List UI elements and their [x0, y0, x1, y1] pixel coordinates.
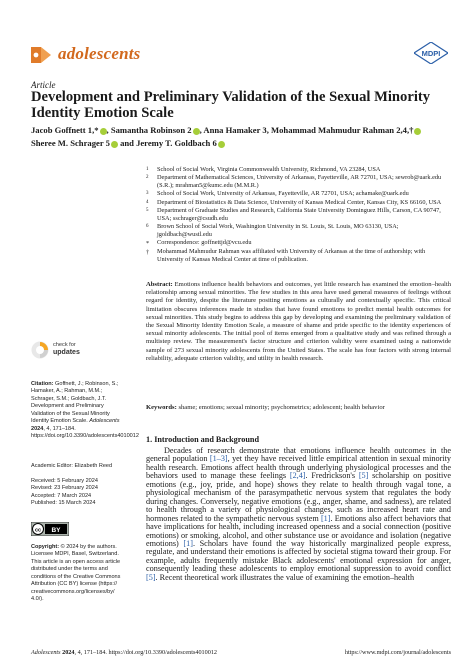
orcid-icon[interactable] — [111, 141, 118, 148]
date-revised: Revised: 23 February 2024 — [31, 485, 98, 492]
page-footer — [31, 649, 451, 656]
citation-link[interactable]: [1] — [183, 538, 193, 548]
check-updates-line2: updates — [53, 349, 80, 356]
keywords-label: Keywords: — [146, 404, 177, 411]
footer-journal: Adolescents — [31, 649, 61, 656]
citation-link[interactable]: [5] — [146, 572, 156, 582]
footer-journal-url[interactable]: https://www.mdpi.com/journal/adolescents — [344, 649, 451, 656]
cc-by-label: BY — [51, 526, 61, 534]
journal-logo-icon — [31, 44, 53, 66]
date-accepted: Accepted: 7 March 2024 — [31, 492, 92, 499]
article-type: Article — [31, 80, 56, 90]
mdpi-label: MDPI — [421, 49, 441, 58]
keywords-text: shame; emotions; sexual minority; psychometrics; adolescent; health behavior — [178, 404, 385, 411]
author-6[interactable]: and Jeremy T. Goldbach 6 — [117, 138, 217, 148]
affiliation-item: 1 School of Social Work, Virginia Commonwealth University, Richmond, VA 23284, USA — [146, 166, 381, 173]
footer-year: 2024 — [62, 649, 75, 656]
orcid-icon[interactable] — [193, 128, 200, 135]
citation-text: Goffnett, J.; Robinson, S.; Hamaker, A.; Rahman, M.M.; Schrager, S.M.; Goldbach, J.T. Development and Preliminary Validation of the Sexual Minority Identity Emotion Scale. — [31, 381, 119, 425]
affiliation-item: 6 Brown School of Social Work, Washington University in St. Louis, St. Louis, MO 63130, USA; jgoldbach@wustl.edu — [146, 223, 399, 239]
correspondence: * Correspondence: goffnettjd@vcu.edu — [146, 239, 252, 248]
orcid-icon[interactable] — [414, 128, 421, 135]
check-updates-icon — [31, 341, 49, 359]
svg-text:cc: cc — [34, 527, 42, 534]
affiliation-item: 2 Department of Mathematical Sciences, University of Arkansas, Fayetteville, AR 72701, USA; sewrob@uark.edu (S.R.); mrahman5@kumc.edu (M.M.R.) — [146, 174, 442, 190]
orcid-icon[interactable] — [218, 141, 225, 148]
affiliation-note: † Mohammad Mahmudur Rahman was affiliated with University of Arkansas at the time of authorship; with University of Kansas Medical Center at time of publication. — [146, 247, 426, 263]
author-list — [31, 124, 451, 150]
date-published: Published: 15 March 2024 — [31, 500, 96, 507]
dates-block — [31, 478, 127, 508]
academic-editor: Academic Editor: Elizabeth Reed — [31, 463, 113, 469]
citation-link[interactable]: [5] — [358, 471, 369, 481]
author-3-4[interactable]: , Anna Hamaker 3, Mohammad Mahmudur Rahman 2,4,† — [199, 125, 414, 135]
copyright-block — [31, 544, 127, 604]
citation-year: 2024 — [31, 425, 44, 432]
intro-body — [146, 447, 451, 582]
keywords — [146, 404, 451, 412]
intro-paragraph: Decades of research demonstrate that emotions influence health outcomes in the general population [1–3], yet they have received little empirical attention in sexual minority health research. Emotions affect health through underlying physiological processes and the behaviors used to manage these feelings [2,4]. Fredrickson's [5] scholarship on positive emotions (e.g., joy, pride, and hope) shows they relate to health through vagal tone, a physiological mechanism of the parasympathetic nervous system that regulates the body during changes. Conversely, negative emotions (e.g., anger, shame, and sadness), are related to health through a variety of physiological changes, such as increased heart rate and hormones related to the sympathetic nervous system [1]. Emotions also affect behaviors that have implications for health, including increased openness and a social connection (positive emotions) or smoking, alcohol, and other substance use or avoidance and isolation (negative emotions) [1]. Scholars have found the way historically marginalized people express, regulate, and understand their emotions is affected by societal stigma toward their group. For example, adults frequently mistake Black adolescents' emotional expression for anger, consequently leading these adolescents to employ emotional suppression to avoid conflict [5]. Recent theoretical work illustrates the value of examining the emotion–health — [146, 446, 451, 582]
footer-doi[interactable]: , 4, 171–184. https://doi.org/10.3390/adolescents4010012 — [74, 649, 218, 656]
abstract — [146, 281, 451, 363]
cc-by-license-icon[interactable] — [31, 522, 69, 536]
article-title: Development and Preliminary Validation of the Sexual Minority Identity Emotion Scale — [31, 89, 431, 121]
copyright-label: Copyright: — [31, 544, 60, 550]
citation-link[interactable]: [1] — [320, 513, 331, 523]
citation-link[interactable]: [2,4] — [289, 471, 306, 481]
copyright-text: © 2024 by the authors. Licensee MDPI, Basel, Switzerland. This article is an open access article distributed under the terms and conditions of the Creative Commons Attribution (CC BY) license (https:// creativecommons.org/licenses/by/ 4.0/). — [31, 544, 121, 603]
abstract-text: Emotions influence health behaviors and outcomes, yet little research has examined the emotion–health relationship among sexual minorities. The few studies in this area have used general measures of feelings without regard for identity, despite the literature positing emotions as culturally and contextually specific. This critical limitation obscures inferences made in studies that have found emotions to predict mental health outcomes for sexual minorities. This study begins to address this gap by developing and examining the preliminary validation of the Sexual Minority Identity Emotion Scale, a measure of shame and pride specific to the identity experiences of sexual minority adolescents. The initial pool of items emerged from a qualitative study and was refined through a multistep review. The measurement's factor structure and criterion validity were examined using a nationwide sample of 273 sexual minority adolescents from the United States. The scale has four factors with strong internal reliability, adequate criterion validity, and utility in health research. — [146, 281, 451, 362]
citation-link[interactable]: [1–3] — [209, 454, 228, 464]
author-1[interactable]: Jacob Goffnett 1,* — [31, 125, 99, 135]
orcid-icon[interactable] — [100, 128, 107, 135]
section-heading: 1. Introduction and Background — [146, 435, 259, 444]
date-received: Received: 5 February 2024 — [31, 478, 98, 484]
author-5[interactable]: Sheree M. Schrager 5 — [31, 138, 110, 148]
abstract-label: Abstract: — [146, 281, 173, 288]
check-for-updates-button[interactable] — [31, 339, 91, 363]
affiliation-item: 4 Department of Biostatistics & Data Science, University of Kansas Medical Center, Kansas City, KS 66160, USA — [146, 198, 442, 206]
affiliation-item: 3 School of Social Work, University of Arkansas, Fayetteville, AR 72701, USA; achamake@uark.edu — [146, 190, 409, 198]
citation-block — [31, 381, 139, 441]
affiliation-item: 5 Department of Graduate Studies and Research, California State University Dominguez Hills, Carson, CA 90747, USA; sschrager@csudh.edu — [146, 206, 441, 222]
citation-journal: Adolescents — [89, 418, 120, 425]
author-2[interactable]: , Samantha Robinson 2 — [106, 125, 192, 135]
mdpi-logo-icon — [414, 42, 448, 64]
citation-label: Citation: — [31, 381, 54, 387]
citation-doi[interactable]: , 4, 171–184. https://doi.org/10.3390/adolescents4010012 — [31, 425, 139, 440]
check-updates-line1: check for — [53, 342, 76, 348]
journal-name: adolescents — [58, 44, 141, 63]
affiliation-list — [146, 166, 451, 264]
